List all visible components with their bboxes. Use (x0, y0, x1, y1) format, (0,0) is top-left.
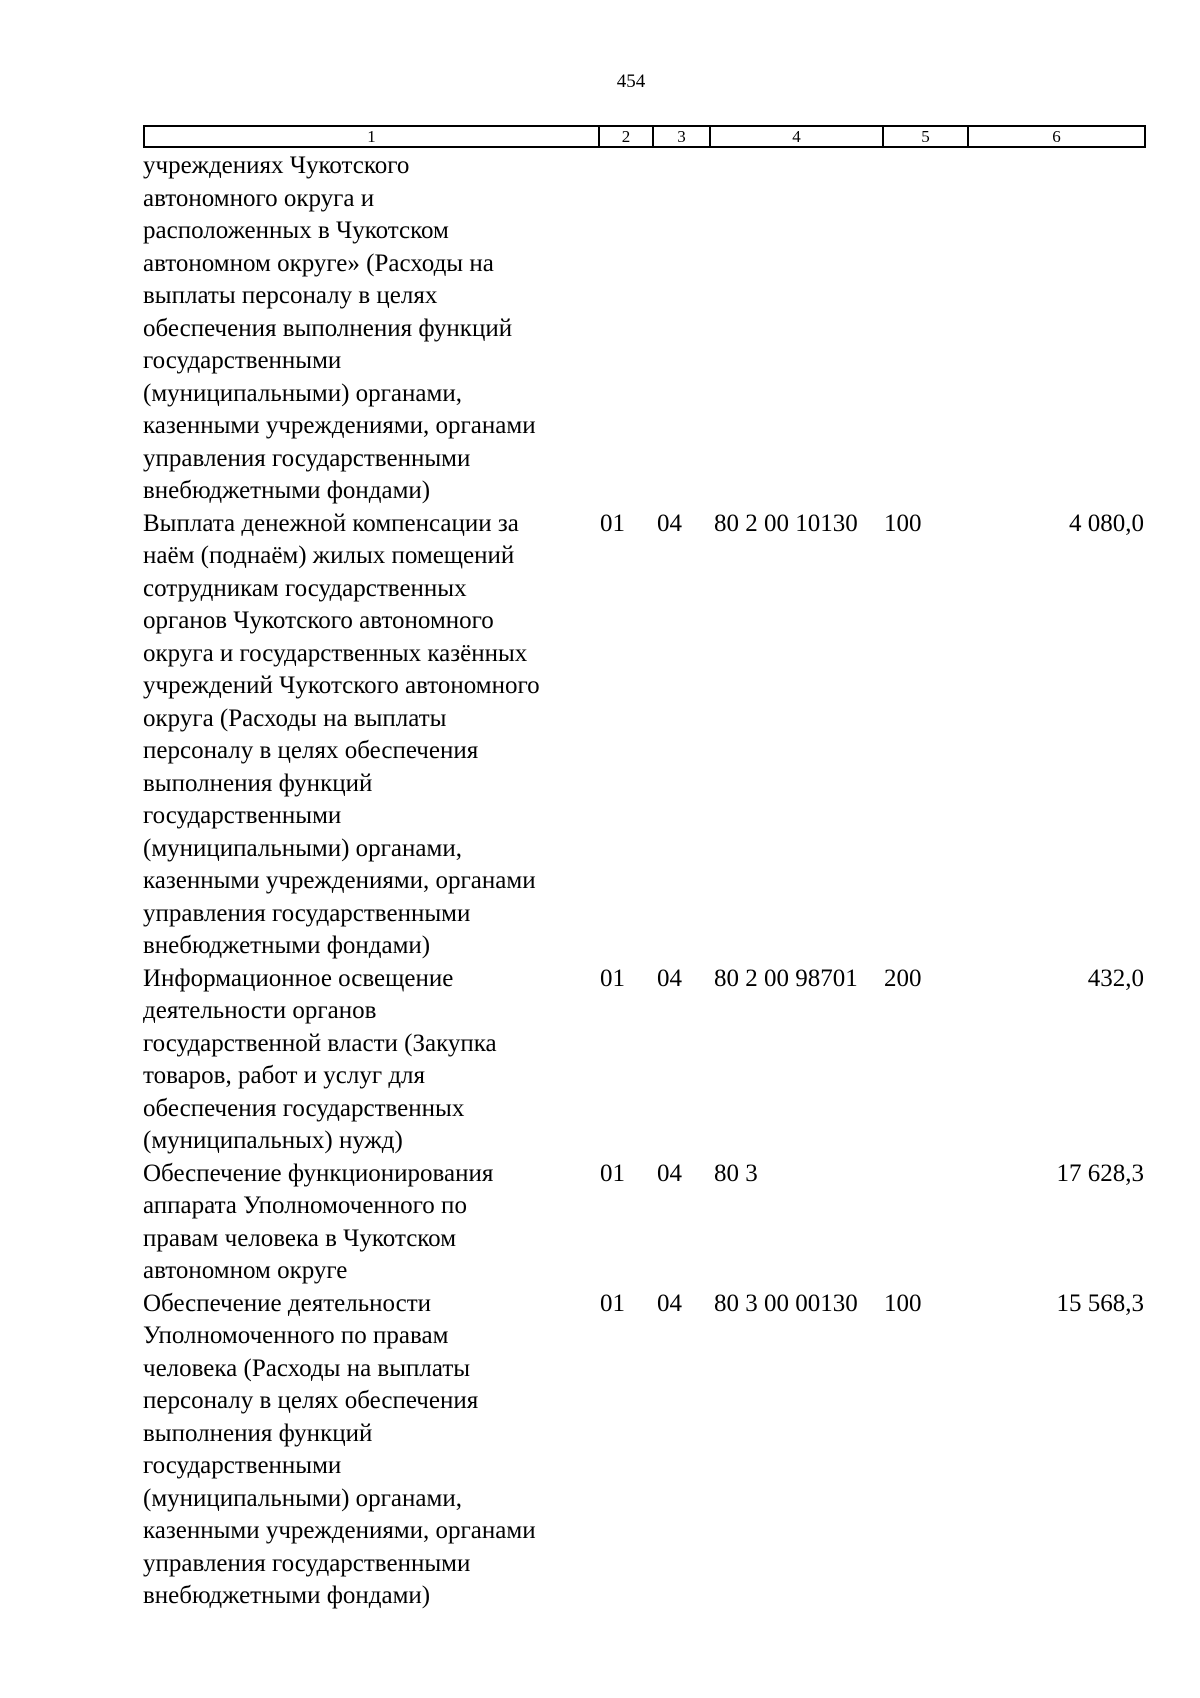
column-header-5: 5 (883, 126, 968, 147)
column-header-6: 6 (968, 126, 1145, 147)
row-expense-type-code: 100 (884, 509, 922, 537)
column-header-2: 2 (599, 126, 653, 147)
row-amount: 15 568,3 (1056, 1289, 1144, 1317)
row-description: Обеспечение функционирования аппарата Уполномоченного по правам человека в Чукотском автономном округе (143, 1159, 494, 1284)
row-amount: 432,0 (1087, 964, 1144, 992)
row-target-article-code: 80 2 00 98701 (714, 964, 858, 992)
row-expense-type-code: 200 (884, 964, 922, 992)
row-subsection-code: 04 (657, 1289, 682, 1317)
table-row (143, 508, 1144, 963)
table-body (143, 150, 1144, 1613)
row-subsection-code: 04 (657, 964, 682, 992)
page-number: 454 (616, 71, 646, 92)
row-section-code: 01 (600, 509, 625, 537)
row-target-article-code: 80 3 00 00130 (714, 1289, 858, 1317)
column-header-row (144, 126, 1145, 147)
row-description: учреждениях Чукотского автономного округа и расположенных в Чукотском автономном округе» (Расходы на выплаты персоналу в целях обеспечения выполнения функций государственными (муниципальными) органами, казенными учреждениями, органами управления государственными внебюджетными фондами) (143, 152, 536, 504)
row-target-article-code: 80 3 (714, 1159, 758, 1187)
row-subsection-code: 04 (657, 1159, 682, 1187)
row-description: Обеспечение деятельности Уполномоченного по правам человека (Расходы на выплаты персоналу в целях обеспечения выполнения функций государственными (муниципальными) органами, казенными учреждениями, органами управления государственными внебюджетными фондами) (143, 1289, 536, 1609)
table-row (143, 1158, 1144, 1288)
column-header-4: 4 (710, 126, 883, 147)
row-description: Выплата денежной компенсации за наём (поднаём) жилых помещений сотрудникам государственных органов Чукотского автономного округа и государственных казённых учреждений Чукотского автономного округа (Расходы на выплаты персоналу в целях обеспечения выполнения функций государственными (муниципальными) органами, казенными учреждениями, органами управления государственными внебюджетными фондами) (143, 509, 540, 959)
row-target-article-code: 80 2 00 10130 (714, 509, 858, 537)
column-header-3: 3 (653, 126, 710, 147)
table-row (143, 1288, 1144, 1613)
row-description: Информационное освещение деятельности органов государственной власти (Закупка товаров, работ и услуг для обеспечения государственных (муниципальных) нужд) (143, 964, 497, 1154)
row-expense-type-code: 100 (884, 1289, 922, 1317)
row-amount: 17 628,3 (1056, 1159, 1144, 1187)
row-subsection-code: 04 (657, 509, 682, 537)
column-header-1: 1 (144, 126, 599, 147)
column-header-table (143, 125, 1146, 148)
table-row (143, 150, 1144, 508)
table-row (143, 963, 1144, 1158)
row-section-code: 01 (600, 964, 625, 992)
row-section-code: 01 (600, 1289, 625, 1317)
row-section-code: 01 (600, 1159, 625, 1187)
row-amount: 4 080,0 (1069, 509, 1144, 537)
